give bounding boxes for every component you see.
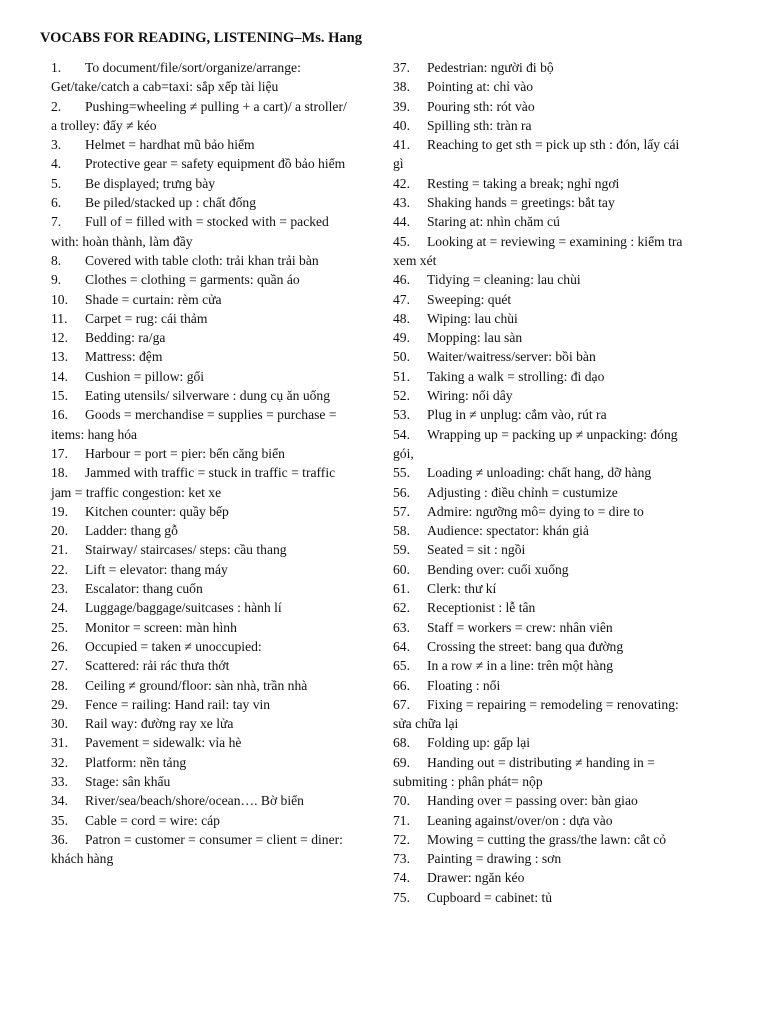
- vocab-item-number: 15.: [51, 388, 68, 404]
- vocab-item-text: Handing over = passing over: bàn giao: [427, 793, 638, 809]
- vocab-item-number: 17.: [51, 445, 68, 461]
- vocab-item: [51, 135, 351, 154]
- vocab-item-text: Eating utensils/ silverware : dung cụ ăn uống: [85, 388, 331, 404]
- vocab-item: [51, 676, 351, 695]
- vocab-item-number: 73.: [393, 851, 410, 867]
- vocab-item: [393, 270, 693, 289]
- vocab-item-text: Lift = elevator: thang máy: [85, 561, 228, 577]
- vocab-item: [51, 328, 351, 347]
- vocab-item-text: Occupied = taken ≠ unoccupied:: [85, 638, 262, 654]
- vocab-item: [51, 463, 351, 502]
- vocab-item-number: 19.: [51, 503, 68, 519]
- vocab-item: [393, 174, 693, 193]
- vocab-item-text: Resting = taking a break; nghỉ ngơi: [427, 175, 620, 191]
- vocab-item-number: 49.: [393, 330, 410, 346]
- vocab-item-number: 42.: [393, 175, 410, 191]
- vocab-item-text: Kitchen counter: quầy bếp: [85, 503, 229, 519]
- vocab-item-text: Waiter/waitress/server: bồi bàn: [427, 349, 596, 365]
- vocab-item: [51, 251, 351, 270]
- vocab-item-text: Taking a walk = strolling: đi dạo: [427, 368, 605, 384]
- vocab-item: [393, 290, 693, 309]
- vocab-item-text: Painting = drawing : sơn: [427, 851, 562, 867]
- vocab-item-number: 26.: [51, 638, 68, 654]
- vocab-item-number: 72.: [393, 831, 410, 847]
- vocab-item-number: 14.: [51, 368, 68, 384]
- vocab-item-number: 6.: [51, 195, 62, 211]
- vocab-item-number: 59.: [393, 542, 410, 558]
- vocab-item-text: Rail way: đường ray xe lửa: [85, 716, 234, 732]
- vocab-item-text: Protective gear = safety equipment đồ bảo hiểm: [85, 156, 346, 172]
- vocab-item: [393, 676, 693, 695]
- vocab-item: [393, 386, 693, 405]
- vocab-item: [393, 116, 693, 135]
- vocab-item: [51, 753, 351, 772]
- vocab-item: [393, 753, 693, 792]
- vocab-item-number: 64.: [393, 638, 410, 654]
- vocab-item-number: 46.: [393, 272, 410, 288]
- vocab-item: [51, 733, 351, 752]
- vocab-item: [393, 560, 693, 579]
- vocab-item: [51, 309, 351, 328]
- vocab-item-number: 18.: [51, 465, 68, 481]
- vocab-item-number: 4.: [51, 156, 62, 172]
- vocab-item: [393, 212, 693, 231]
- vocab-item: [51, 637, 351, 656]
- vocab-item-number: 12.: [51, 330, 68, 346]
- vocab-item-text: Helmet = hardhat mũ bảo hiểm: [85, 137, 255, 153]
- vocab-item-number: 53.: [393, 407, 410, 423]
- vocab-item: [51, 598, 351, 617]
- vocab-item-number: 27.: [51, 658, 68, 674]
- vocab-item-text: Shade = curtain: rèm cửa: [85, 291, 222, 307]
- vocab-item-text: Cupboard = cabinet: tủ: [427, 889, 553, 905]
- vocab-item-text: Stage: sân khấu: [85, 773, 171, 789]
- vocab-item-text: Staring at: nhìn chăm cú: [427, 214, 560, 230]
- vocab-item-text: Goods = merchandise = supplies = purchase = items: hang hóa: [51, 407, 337, 442]
- vocab-item-text: Cushion = pillow: gối: [85, 368, 205, 384]
- vocab-item: [51, 791, 351, 810]
- vocab-item-number: 75.: [393, 889, 410, 905]
- vocab-item: [393, 405, 693, 424]
- vocab-item-number: 44.: [393, 214, 410, 230]
- vocab-item-number: 34.: [51, 793, 68, 809]
- vocab-item-number: 40.: [393, 117, 410, 133]
- vocab-item: [51, 290, 351, 309]
- vocab-item-number: 29.: [51, 696, 68, 712]
- vocab-item: [51, 58, 351, 97]
- vocab-item-text: Monitor = screen: màn hình: [85, 619, 237, 635]
- vocab-item-number: 71.: [393, 812, 410, 828]
- vocab-item-text: Receptionist : lễ tân: [427, 600, 536, 616]
- vocab-item-number: 41.: [393, 137, 410, 153]
- vocab-item-text: Leaning against/over/on : dựa vào: [427, 812, 613, 828]
- vocab-item: [51, 618, 351, 637]
- vocab-item-text: Wrapping up = packing up ≠ unpacking: đóng gói,: [393, 426, 678, 461]
- vocab-item: [51, 830, 351, 869]
- vocab-item: [393, 791, 693, 810]
- vocab-item-text: Pedestrian: người đi bộ: [427, 60, 554, 75]
- vocab-item-number: 7.: [51, 214, 62, 230]
- vocab-item-number: 3.: [51, 137, 62, 153]
- vocab-item: [393, 618, 693, 637]
- vocab-item-number: 11.: [51, 310, 68, 326]
- vocab-item: [393, 849, 693, 868]
- vocab-item-text: Folding up: gấp lại: [427, 735, 531, 751]
- vocab-item-number: 60.: [393, 561, 410, 577]
- vocab-item-number: 9.: [51, 272, 62, 288]
- vocab-item-number: 28.: [51, 677, 68, 693]
- vocab-item: [393, 367, 693, 386]
- vocab-item-text: Clothes = clothing = garments: quần áo: [85, 272, 300, 288]
- vocab-item-number: 56.: [393, 484, 410, 500]
- vocab-item-number: 10.: [51, 291, 68, 307]
- vocab-item-text: Staff = workers = crew: nhân viên: [427, 619, 613, 635]
- vocab-item-number: 8.: [51, 252, 62, 268]
- vocab-item: [51, 502, 351, 521]
- vocab-item-number: 74.: [393, 870, 410, 886]
- vocab-item-number: 63.: [393, 619, 410, 635]
- vocab-item-number: 50.: [393, 349, 410, 365]
- vocab-item-text: River/sea/beach/shore/ocean…. Bờ biển: [85, 793, 304, 809]
- vocab-item-number: 39.: [393, 98, 410, 114]
- vocab-item: [51, 386, 351, 405]
- vocab-item: [51, 714, 351, 733]
- vocab-item-text: Pushing=wheeling ≠ pulling + a cart)/ a stroller/ a trolley: đẩy ≠ kéo: [51, 98, 347, 133]
- vocab-item-text: Bending over: cuối xuống: [427, 561, 569, 577]
- vocab-item: [51, 347, 351, 366]
- vocab-item: [393, 830, 693, 849]
- vocab-item: [393, 425, 693, 464]
- vocab-item-number: 69.: [393, 754, 410, 770]
- vocab-item-number: 32.: [51, 754, 68, 770]
- vocab-item-number: 68.: [393, 735, 410, 751]
- vocab-item-number: 48.: [393, 310, 410, 326]
- vocab-item-text: Crossing the street: bang qua đường: [427, 638, 624, 654]
- vocab-item: [393, 521, 693, 540]
- vocab-item-number: 52.: [393, 388, 410, 404]
- vocab-item: [393, 232, 693, 271]
- vocab-item-text: Scattered: rải rác thưa thớt: [85, 658, 230, 674]
- vocab-item-number: 13.: [51, 349, 68, 365]
- vocab-item-number: 55.: [393, 465, 410, 481]
- vocab-item-number: 16.: [51, 407, 68, 423]
- vocab-item: [393, 868, 693, 887]
- vocab-item-number: 5.: [51, 175, 62, 191]
- vocab-item-text: Seated = sit : ngồi: [427, 542, 526, 558]
- vocab-item-number: 31.: [51, 735, 68, 751]
- vocab-item-number: 38.: [393, 79, 410, 95]
- vocab-item: [393, 733, 693, 752]
- vocab-item-text: Mopping: lau sàn: [427, 330, 523, 346]
- vocab-item-number: 70.: [393, 793, 410, 809]
- vocab-item-text: Pointing at: chỉ vào: [427, 79, 534, 95]
- vocab-item-text: Harbour = port = pier: bến căng biển: [85, 445, 285, 461]
- vocab-item: [393, 579, 693, 598]
- vocab-item-number: 47.: [393, 291, 410, 307]
- vocab-item: [51, 212, 351, 251]
- vocab-item: [393, 193, 693, 212]
- vocab-item-text: Jammed with traffic = stuck in traffic = traffic jam = traffic congestion: ket xe: [51, 465, 336, 500]
- vocab-item-text: Audience: spectator: khán giả: [427, 523, 589, 539]
- vocab-item-number: 65.: [393, 658, 410, 674]
- vocab-item: [51, 579, 351, 598]
- vocab-item: [51, 811, 351, 830]
- vocab-item-number: 21.: [51, 542, 68, 558]
- vocab-item-number: 20.: [51, 523, 68, 539]
- vocab-item: [393, 97, 693, 116]
- vocab-item-text: Ceiling ≠ ground/floor: sàn nhà, trần nhà: [85, 677, 308, 693]
- vocab-item-number: 24.: [51, 600, 68, 616]
- vocab-item: [393, 695, 693, 734]
- vocab-item-number: 37.: [393, 60, 410, 75]
- vocab-item: [393, 502, 693, 521]
- vocab-item-text: Ladder: thang gỗ: [85, 523, 178, 539]
- vocab-item-text: Admire: ngưỡng mô= dying to = dire to: [427, 503, 644, 519]
- vocab-item-text: Bedding: ra/ga: [85, 330, 166, 346]
- vocab-item-number: 67.: [393, 696, 410, 712]
- vocab-item-text: Sweeping: quét: [427, 291, 512, 307]
- vocab-item-text: Mowing = cutting the grass/the lawn: cắt cỏ: [427, 831, 667, 847]
- vocab-item: [393, 309, 693, 328]
- vocab-column-right: [393, 58, 693, 907]
- vocab-item-text: Be piled/stacked up : chất đống: [85, 195, 257, 211]
- vocab-item: [393, 347, 693, 366]
- vocab-item: [393, 598, 693, 617]
- vocab-item: [393, 58, 693, 77]
- vocab-item-text: Fixing = repairing = remodeling = renovating: sửa chữa lại: [393, 696, 679, 732]
- vocab-item-number: 36.: [51, 831, 68, 847]
- vocab-item-text: Floating : nổi: [427, 677, 501, 693]
- vocab-item: [393, 328, 693, 347]
- vocab-item-number: 1.: [51, 60, 62, 75]
- vocab-item-text: Platform: nền tảng: [85, 754, 187, 770]
- vocab-item-text: Wiring: nối dây: [427, 388, 513, 404]
- vocab-item-text: Tidying = cleaning: lau chùi: [427, 272, 581, 288]
- vocab-item-text: Luggage/baggage/suitcases : hành lí: [85, 600, 282, 616]
- vocab-item-text: Looking at = reviewing = examining : kiểm tra xem xét: [393, 233, 683, 268]
- vocab-item: [51, 772, 351, 791]
- vocab-item-text: Cable = cord = wire: cáp: [85, 812, 220, 828]
- vocab-item-text: To document/file/sort/organize/arrange: Get/take/catch a cab=taxi: sắp xếp tài liệu: [51, 60, 301, 95]
- vocab-item-number: 61.: [393, 581, 410, 597]
- vocab-item-text: Loading ≠ unloading: chất hang, dỡ hàng: [427, 465, 652, 481]
- vocab-item-text: In a row ≠ in a line: trên một hàng: [427, 658, 614, 674]
- vocab-item: [393, 888, 693, 907]
- vocab-item-number: 23.: [51, 581, 68, 597]
- page-title: VOCABS FOR READING, LISTENING–Ms. Hang: [40, 30, 362, 46]
- vocab-item: [51, 560, 351, 579]
- vocab-item-number: 62.: [393, 600, 410, 616]
- vocab-item-text: Reaching to get sth = pick up sth : đón, lấy cái gì: [393, 137, 680, 172]
- vocab-item-text: Patron = customer = consumer = client = diner: khách hàng: [51, 831, 343, 867]
- vocab-item-number: 30.: [51, 716, 68, 732]
- vocab-item-text: Spilling sth: tràn ra: [427, 117, 532, 133]
- vocab-item-text: Stairway/ staircases/ steps: cầu thang: [85, 542, 287, 558]
- vocab-item-text: Pavement = sidewalk: vỉa hè: [85, 735, 242, 751]
- vocab-item-text: Handing out = distributing ≠ handing in = submiting : phân phát= nộp: [393, 754, 655, 789]
- vocab-item-text: Covered with table cloth: trải khan trải bàn: [85, 252, 319, 268]
- vocab-item-number: 2.: [51, 98, 62, 114]
- vocab-item-number: 57.: [393, 503, 410, 519]
- vocab-item: [51, 97, 351, 136]
- vocab-item-number: 25.: [51, 619, 68, 635]
- vocab-item-text: Plug in ≠ unplug: cắm vào, rút ra: [427, 407, 607, 423]
- vocab-item-number: 66.: [393, 677, 410, 693]
- vocab-item: [51, 154, 351, 173]
- vocab-item-number: 51.: [393, 368, 410, 384]
- vocab-column-left: [51, 58, 351, 868]
- vocab-item-text: Clerk: thư kí: [427, 581, 497, 597]
- vocab-item: [51, 174, 351, 193]
- vocab-item: [51, 540, 351, 559]
- vocab-item: [51, 521, 351, 540]
- vocab-item: [393, 135, 693, 174]
- vocab-item-number: 58.: [393, 523, 410, 539]
- vocab-item: [393, 77, 693, 96]
- vocab-item-text: Be displayed; trưng bày: [85, 175, 216, 191]
- vocab-item: [393, 656, 693, 675]
- vocab-item-text: Escalator: thang cuốn: [85, 581, 203, 597]
- vocab-item-number: 43.: [393, 195, 410, 211]
- vocab-item: [393, 637, 693, 656]
- vocab-item-text: Fence = railing: Hand rail: tay vin: [85, 696, 271, 712]
- vocab-item-text: Carpet = rug: cái thảm: [85, 310, 208, 326]
- vocab-item: [51, 656, 351, 675]
- vocab-item-text: Pouring sth: rót vào: [427, 98, 535, 114]
- vocab-item-number: 45.: [393, 233, 410, 249]
- vocab-item: [393, 463, 693, 482]
- vocab-item-text: Drawer: ngăn kéo: [427, 870, 525, 886]
- vocab-item: [393, 540, 693, 559]
- vocab-item-number: 33.: [51, 773, 68, 789]
- vocab-item-text: Wiping: lau chùi: [427, 310, 518, 326]
- vocab-item: [51, 695, 351, 714]
- vocab-item: [51, 444, 351, 463]
- vocab-item-number: 35.: [51, 812, 68, 828]
- vocab-item-text: Mattress: đệm: [85, 349, 163, 365]
- vocab-item-text: Full of = filled with = stocked with = packed with: hoàn thành, làm đầy: [51, 214, 329, 249]
- vocab-item-number: 54.: [393, 426, 410, 442]
- vocab-item-text: Adjusting : điều chỉnh = custumize: [427, 484, 618, 500]
- vocab-item: [51, 270, 351, 289]
- vocab-item: [51, 405, 351, 444]
- vocab-item-text: Shaking hands = greetings: bắt tay: [427, 195, 615, 211]
- vocab-item: [51, 193, 351, 212]
- vocab-item: [393, 811, 693, 830]
- vocab-item: [51, 367, 351, 386]
- vocab-item: [393, 483, 693, 502]
- vocab-item-number: 22.: [51, 561, 68, 577]
